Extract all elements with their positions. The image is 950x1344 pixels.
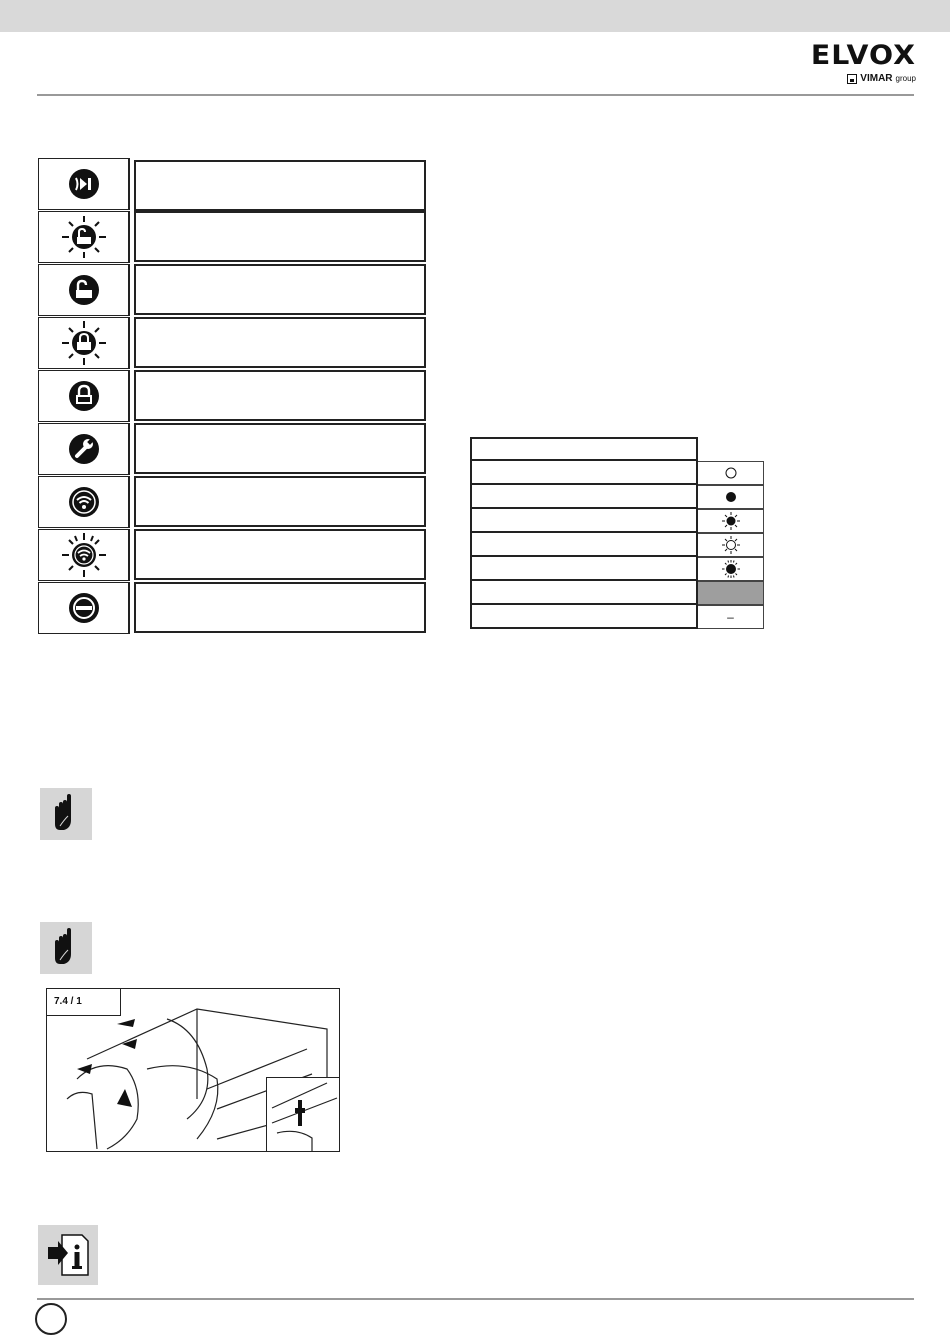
icon-legend-row [38, 317, 426, 370]
led-off-icon [724, 466, 738, 480]
wifi-icon [67, 485, 101, 519]
icon-legend-description [134, 582, 426, 633]
led-state-table [470, 437, 764, 629]
led-state-label [470, 485, 698, 509]
led-state-label [470, 509, 698, 533]
icon-legend-description [134, 317, 426, 368]
wrench-icon [67, 432, 101, 466]
icon-legend-row [38, 211, 426, 264]
led-state-row [470, 509, 764, 533]
led-blink-outline-icon [721, 535, 741, 555]
icon-legend-row [38, 370, 426, 423]
led-state-label [470, 557, 698, 581]
logo-subline [804, 73, 916, 84]
led-state-label [470, 605, 698, 629]
led-fast-blink-icon [721, 559, 741, 579]
icon-legend-description [134, 476, 426, 527]
speaker-next-icon [67, 167, 101, 201]
logo-brand: VIMAR [860, 73, 893, 84]
door-open-icon [67, 273, 101, 307]
led-state-row [470, 557, 764, 581]
elvox-logo [804, 42, 916, 84]
dash-symbol: – [727, 610, 734, 624]
led-slow-blink-icon [721, 511, 741, 531]
footer-divider [37, 1298, 914, 1300]
figure-label: 7.4 / 1 [47, 989, 121, 1016]
info-document-icon [38, 1225, 98, 1285]
icon-legend-row [38, 582, 426, 635]
icon-legend-description [134, 160, 426, 211]
logo-wordmark: ELVOX [810, 40, 916, 71]
icon-legend-row [38, 423, 426, 476]
icon-legend-row [38, 476, 426, 529]
led-state-row [470, 437, 764, 461]
led-state-row [470, 605, 764, 629]
flashing-door-open-icon [59, 215, 109, 259]
led-state-row [470, 485, 764, 509]
led-on-icon [724, 490, 738, 504]
icon-legend-description [134, 370, 426, 421]
led-state-label [470, 461, 698, 485]
lock-icon [67, 379, 101, 413]
icon-legend-row [38, 158, 426, 211]
page-number-circle [35, 1303, 67, 1335]
led-state-label [470, 533, 698, 557]
icon-legend-row [38, 529, 426, 582]
flashing-lock-icon [59, 320, 109, 366]
figure-inset-detail [266, 1077, 339, 1151]
note-hand-icon [40, 788, 92, 840]
led-state-row [470, 461, 764, 485]
led-state-row [470, 533, 764, 557]
icon-legend-row [38, 264, 426, 317]
led-state-label [470, 437, 698, 461]
installation-figure [46, 988, 340, 1152]
led-state-label [470, 581, 698, 605]
flashing-wifi-icon [59, 532, 109, 578]
icon-legend-description [134, 211, 426, 262]
logo-group: group [895, 74, 916, 83]
no-entry-icon [67, 591, 101, 625]
icon-legend-description [134, 423, 426, 474]
led-state-row [470, 581, 764, 605]
top-bar [0, 0, 950, 32]
note-hand-icon [40, 922, 92, 974]
icon-legend-description [134, 529, 426, 580]
vimar-square-icon [847, 74, 857, 84]
screw-detail-illustration [267, 1078, 339, 1151]
grey-cell [698, 581, 764, 605]
icon-legend-table [38, 158, 426, 635]
header-divider [37, 94, 914, 96]
icon-legend-description [134, 264, 426, 315]
